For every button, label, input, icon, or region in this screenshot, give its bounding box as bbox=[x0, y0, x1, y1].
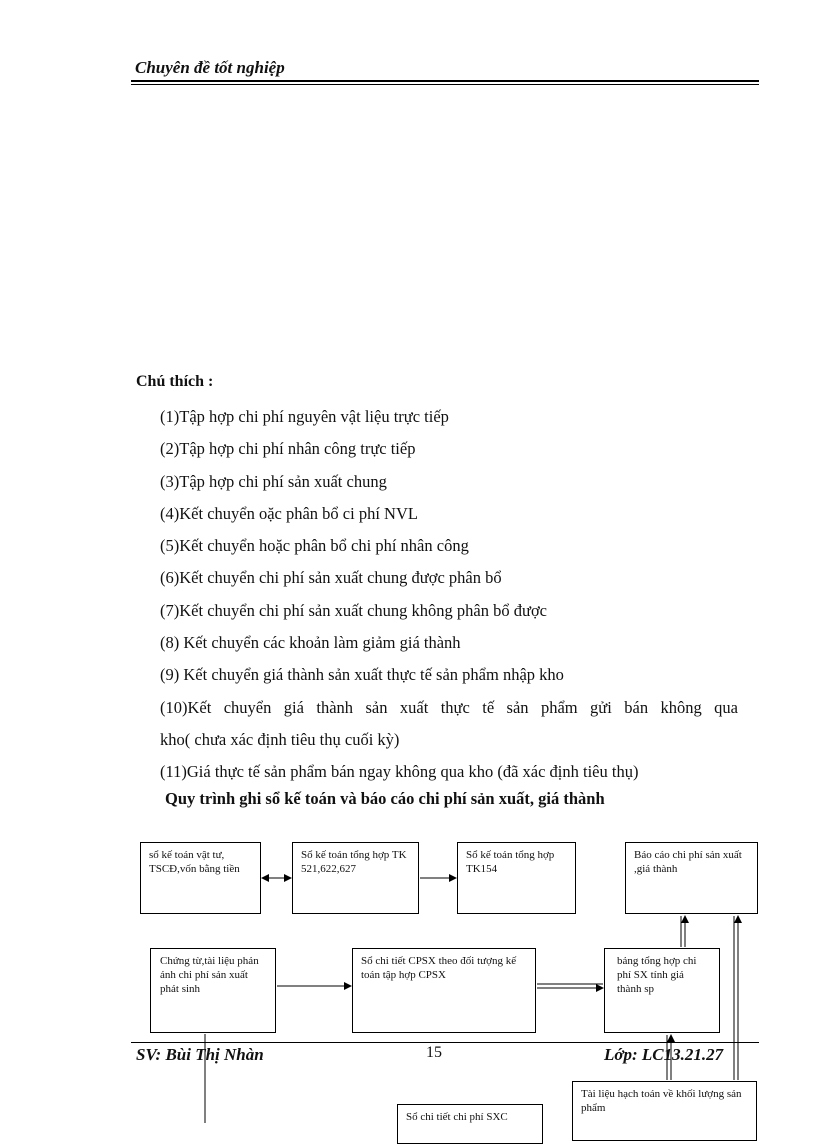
box-cost-report: Báo cáo chi phí sản xuất ,giá thành bbox=[625, 842, 758, 914]
legend-item: (11)Giá thực tế sản phẩm bán ngay không qua kho (đã xác định tiêu thụ) bbox=[160, 762, 639, 782]
box-overhead-detail-ledger: Sổ chi tiết chi phí SXC bbox=[397, 1104, 543, 1144]
box-product-volume-docs: Tài liệu hạch toán về khối lượng sản phẩm bbox=[572, 1081, 757, 1141]
legend-item: (5)Kết chuyển hoặc phân bổ chi phí nhân công bbox=[160, 536, 469, 556]
diagram-title: Quy trình ghi sổ kế toán và báo cáo chi phí sản xuất, giá thành bbox=[165, 789, 605, 808]
legend-item-continuation: kho( chưa xác định tiêu thụ cuối kỳ) bbox=[160, 729, 400, 749]
legend-item: (10)Kết chuyển giá thành sản xuất thực tế sản phẩm gửi bán không qua bbox=[160, 697, 738, 717]
footer-page-number: 15 bbox=[426, 1044, 442, 1061]
footer-student-name: SV: Bùi Thị Nhàn bbox=[136, 1045, 264, 1064]
document-header-title: Chuyên đề tốt nghiệp bbox=[135, 58, 285, 77]
legend-item: (7)Kết chuyển chi phí sản xuất chung không phân bổ được bbox=[160, 600, 547, 620]
legend-item: (4)Kết chuyển oặc phân bổ ci phí NVL bbox=[160, 503, 418, 523]
footer-rule bbox=[131, 1042, 759, 1043]
box-general-ledger-621-622-627: Sổ kế toán tổng hợp TK 521,622,627 bbox=[292, 842, 419, 914]
box-cost-summary-table: bảng tổng hợp chi phí SX tính giá thành sp bbox=[604, 948, 720, 1033]
legend-item: (8) Kết chuyển các khoản làm giảm giá thành bbox=[160, 633, 461, 653]
box-general-ledger-154: Sổ kế toán tổng hợp TK154 bbox=[457, 842, 576, 914]
legend-item: (9) Kết chuyển giá thành sản xuất thực tế sản phẩm nhập kho bbox=[160, 665, 564, 685]
legend-item: (6)Kết chuyển chi phí sản xuất chung được phân bổ bbox=[160, 568, 502, 588]
box-detailed-cost-ledger: Sổ chi tiết CPSX theo đối tượng kế toán tập hợp CPSX bbox=[352, 948, 536, 1033]
legend-heading: Chú thích : bbox=[136, 373, 214, 390]
legend-item: (3)Tập hợp chi phí sản xuất chung bbox=[160, 471, 387, 491]
box-ledger-materials-assets: sổ kế toán vật tư, TSCĐ,vốn bằng tiền bbox=[140, 842, 261, 914]
footer-class-code: Lớp: LC13.21.27 bbox=[604, 1045, 724, 1064]
legend-item: (1)Tập hợp chi phí nguyên vật liệu trực tiếp bbox=[160, 407, 449, 426]
box-source-documents: Chứng từ,tài liệu phản ánh chi phí sản xuất phát sinh bbox=[150, 948, 276, 1033]
legend-item: (2)Tập hợp chi phí nhân công trực tiếp bbox=[160, 439, 416, 459]
